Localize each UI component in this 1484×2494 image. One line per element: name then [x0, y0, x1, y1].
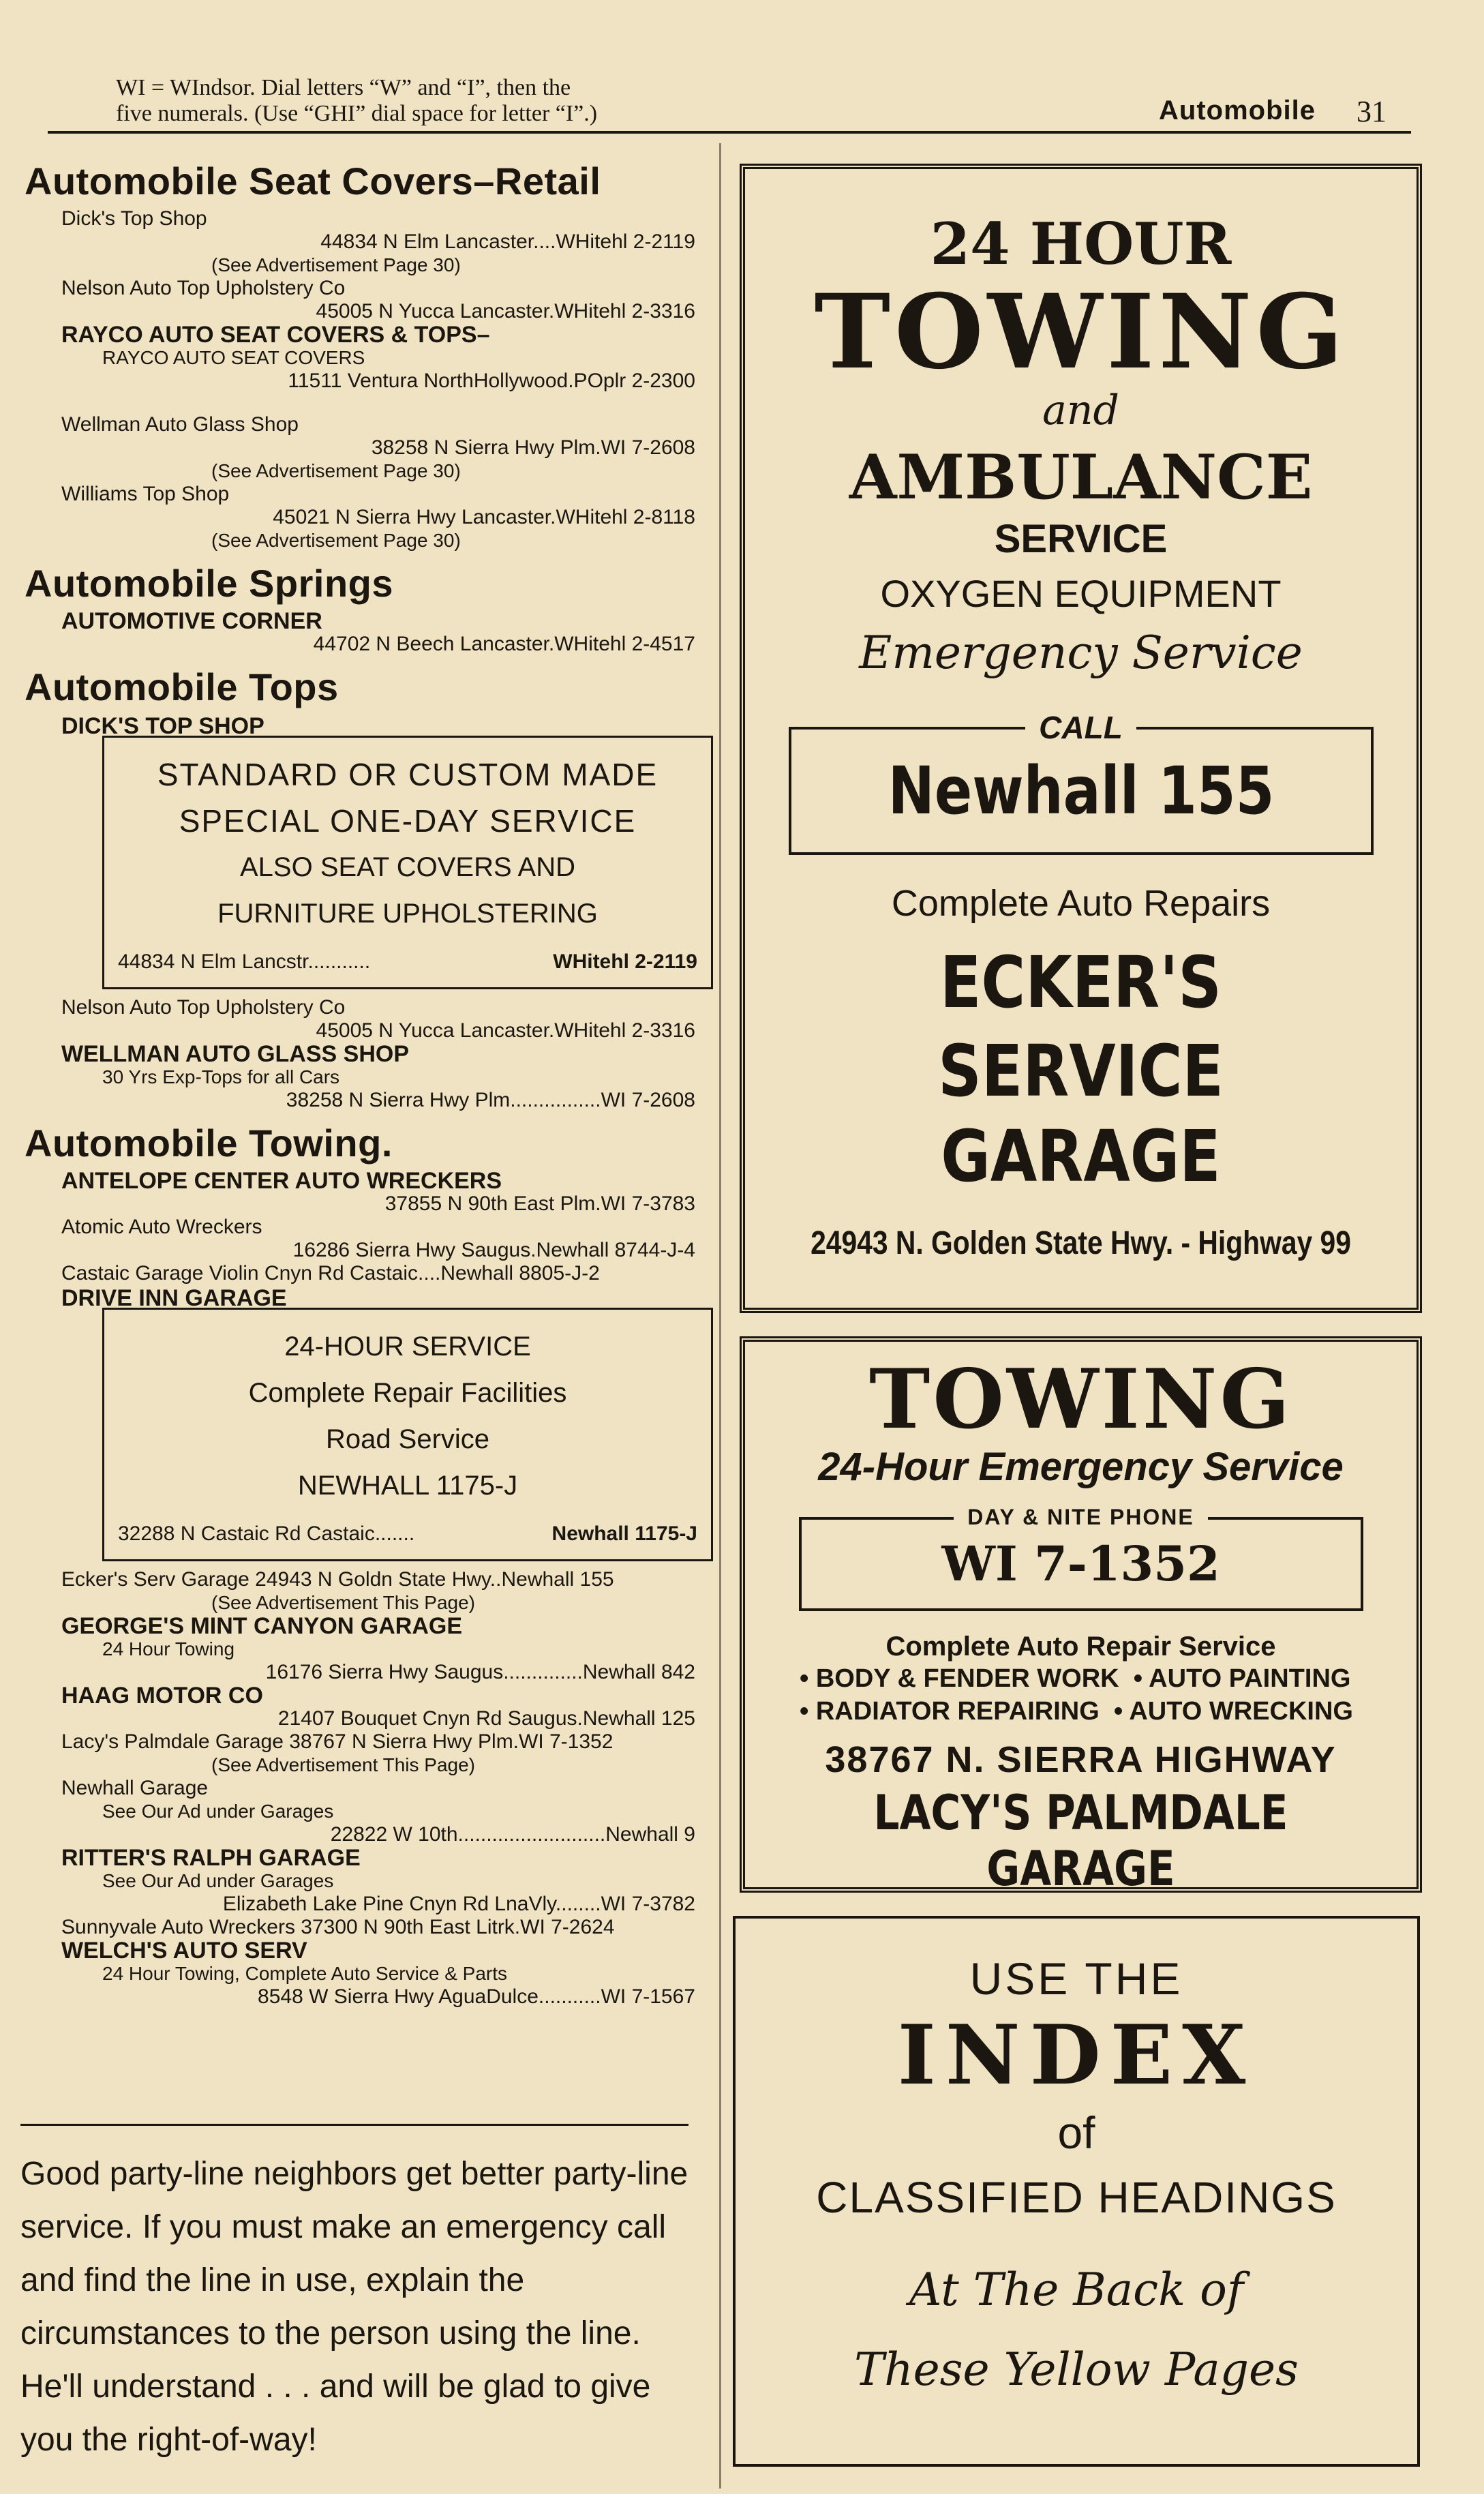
drive-inn-garage-ad	[102, 1308, 713, 1561]
listing-subline: See Our Ad under Garages	[102, 1870, 334, 1891]
ad-line-oxygen: OXYGEN EQUIPMENT	[880, 572, 1282, 615]
dicks-top-shop-ad	[102, 736, 713, 989]
ad-address: 32288 N Castaic Rd Castaic.......	[118, 1522, 415, 1545]
ad-service-line: Complete Auto Repair Service	[885, 1632, 1276, 1662]
ad-line-24-hour: 24 HOUR	[930, 210, 1232, 277]
ad-line: 24-HOUR SERVICE	[284, 1332, 531, 1362]
listing-address: 8548 W Sierra Hwy AguaDulce...........WI 7-1567	[258, 1985, 695, 2008]
ad-phone: WI 7-1352	[941, 1535, 1220, 1592]
listing-name: Williams Top Shop	[61, 483, 230, 505]
listing-entry	[61, 1939, 695, 2009]
listing-note: (See Advertisement This Page)	[211, 1754, 476, 1775]
listing-entry	[61, 610, 695, 656]
listing-name: Nelson Auto Top Upholstery Co	[61, 277, 346, 299]
listing-address: 22822 W 10th..........................Newhall 9	[330, 1823, 695, 1846]
ad-line-emergency: Emergency Service	[859, 627, 1303, 679]
listing-name: WELCH'S AUTO SERV	[61, 1938, 307, 1964]
ad-line: Road Service	[325, 1424, 490, 1454]
call-label: CALL	[1025, 710, 1136, 745]
listing-name: HAAG MOTOR CO	[61, 1683, 263, 1709]
index-line-6: These Yellow Pages	[854, 2343, 1299, 2396]
ad-address: 24943 N. Golden State Hwy. - Highway 99	[811, 1225, 1351, 1261]
page-header	[0, 0, 1484, 136]
listing-subline: 30 Yrs Exp-Tops for all Cars	[102, 1066, 340, 1087]
column-divider	[719, 143, 721, 2489]
listing-name: Atomic Auto Wreckers	[61, 1216, 262, 1238]
listing-subline: 24 Hour Towing	[102, 1638, 235, 1659]
index-line-1: USE THE	[969, 1953, 1183, 2004]
listing-address: 38258 N Sierra Hwy Plm................WI 7-2608	[286, 1089, 695, 1111]
dialing-note-line1: WI = WIndsor. Dial letters “W” and “I”, then the	[116, 75, 571, 100]
listing-name: WELLMAN AUTO GLASS SHOP	[61, 1041, 409, 1067]
listing-name: Newhall Garage	[61, 1777, 209, 1799]
ad-line: ALSO SEAT COVERS AND	[239, 852, 575, 882]
ad-line: Complete Repair Facilities	[248, 1378, 567, 1408]
page-number: 31	[1357, 95, 1387, 128]
listing-entry	[61, 277, 695, 323]
listing-entry	[61, 1568, 695, 1614]
ad-line: SPECIAL ONE-DAY SERVICE	[179, 803, 637, 839]
listing-entry	[61, 1216, 695, 1262]
phone-label-wrap	[802, 1505, 1361, 1530]
index-line-2: INDEX	[897, 2007, 1256, 2103]
ad-line: STANDARD OR CUSTOM MADE	[157, 757, 658, 792]
phone-box	[799, 1505, 1363, 1611]
listing-note: (See Advertisement Page 30)	[211, 530, 461, 551]
phone-label: DAY & NITE PHONE	[954, 1505, 1208, 1529]
index-line-5: At The Back of	[909, 2264, 1244, 2316]
ad-address: 44834 N Elm Lancstr...........	[118, 950, 371, 973]
listings-column	[20, 150, 695, 2009]
ad-address: 38767 N. SIERRA HIGHWAY	[825, 1739, 1337, 1780]
header-divider	[48, 131, 1411, 134]
heading-seat-covers: Automobile Seat Covers–Retail	[25, 160, 601, 202]
dialing-note-line2: five numerals. (Use “GHI” dial space for letter “I”.)	[116, 101, 598, 126]
ad-box-title: DICK'S TOP SHOP	[61, 713, 264, 739]
ad-phone: Newhall 1175-J	[551, 1522, 697, 1545]
listing-name: RAYCO AUTO SEAT COVERS & TOPS–	[61, 322, 490, 348]
ad-title: TOWING	[869, 1351, 1292, 1447]
listing-entry	[61, 1916, 695, 1939]
heading-towing: Automobile Towing.	[25, 1122, 393, 1165]
listing-address: 16286 Sierra Hwy Saugus.Newhall 8744-J-4	[292, 1239, 695, 1261]
ad-line-towing: TOWING	[814, 272, 1348, 392]
listing-name: Sunnyvale Auto Wreckers 37300 N 90th East Litrk.WI 7-2624	[61, 1916, 615, 1938]
ad-line-repairs: Complete Auto Repairs	[891, 883, 1271, 924]
ad-business-name-2: GARAGE	[941, 1115, 1221, 1198]
listing-address: 45021 N Sierra Hwy Lancaster.WHitehl 2-8118	[273, 506, 695, 528]
listing-entry	[61, 1262, 695, 1285]
ad-line-and: and	[1042, 387, 1119, 434]
listing-entry	[61, 1777, 695, 1846]
listing-entry	[61, 1169, 695, 1216]
listing-subline: RAYCO AUTO SEAT COVERS	[102, 347, 365, 368]
eckers-service-garage-ad	[740, 164, 1422, 1313]
listing-entry	[61, 323, 695, 393]
listing-entry	[61, 1684, 695, 1730]
tip-divider	[20, 2124, 688, 2126]
ad-line: NEWHALL 1175-J	[297, 1471, 518, 1501]
listing-address: 11511 Ventura NorthHollywood.POplr 2-2300	[288, 370, 695, 392]
listing-subline: 24 Hour Towing, Complete Auto Service & Parts	[102, 1963, 508, 1984]
listing-note: (See Advertisement Page 30)	[211, 460, 461, 481]
ad-line-ambulance: AMBULANCE	[849, 441, 1313, 513]
party-line-tip: Good party-line neighbors get better party-line service. If you must make an emergency call and find the line in use, explain the circumstances to the person using the line. He'll understand . . . and will be glad to give you the right-of-way!	[20, 2156, 688, 2458]
ad-phone: WHitehl 2-2119	[553, 950, 697, 973]
listing-entry	[61, 1846, 695, 1916]
listing-entry	[61, 413, 695, 483]
ad-footer	[118, 950, 697, 974]
heading-springs: Automobile Springs	[25, 562, 393, 605]
call-box	[789, 710, 1374, 855]
listing-name: Lacy's Palmdale Garage 38767 N Sierra Hwy Plm.WI 7-1352	[61, 1730, 614, 1753]
listing-subline: See Our Ad under Garages	[102, 1801, 334, 1822]
listing-name: Nelson Auto Top Upholstery Co	[61, 996, 346, 1019]
listing-name: Dick's Top Shop	[61, 207, 207, 230]
listing-note: (See Advertisement This Page)	[211, 1592, 476, 1613]
ad-bullet-line: • BODY & FENDER WORK • AUTO PAINTING	[800, 1664, 1351, 1693]
listing-address: Elizabeth Lake Pine Cnyn Rd LnaVly........WI 7-3782	[222, 1893, 695, 1915]
listing-address: 16176 Sierra Hwy Saugus..............Newhall 842	[265, 1661, 695, 1683]
listing-address: 37855 N 90th East Plm.WI 7-3783	[384, 1192, 695, 1215]
lacys-palmdale-garage-ad	[740, 1336, 1422, 1897]
listing-entry	[61, 1614, 695, 1684]
listing-address: 44702 N Beech Lancaster.WHitehl 2-4517	[313, 633, 695, 655]
listing-entry	[61, 996, 695, 1042]
ad-business-name: LACY'S PALMDALE GARAGE	[873, 1785, 1288, 1897]
listing-name: Ecker's Serv Garage 24943 N Goldn State Hwy..Newhall 155	[61, 1568, 614, 1591]
listing-entry	[61, 1730, 695, 1777]
listing-note: (See Advertisement Page 30)	[211, 254, 461, 275]
dialing-note	[116, 75, 597, 127]
listing-name: AUTOMOTIVE CORNER	[61, 608, 322, 634]
listing-entry	[61, 1042, 695, 1112]
heading-tops: Automobile Tops	[25, 665, 339, 708]
ad-business-name: ECKER'S SERVICE	[938, 941, 1224, 1113]
listing-address: 45005 N Yucca Lancaster.WHitehl 2-3316	[316, 300, 695, 322]
index-ad	[733, 1916, 1420, 2467]
index-line-4: CLASSIFIED HEADINGS	[816, 2173, 1337, 2222]
section-title: Automobile	[1159, 95, 1316, 125]
ad-box-title: DRIVE INN GARAGE	[61, 1285, 287, 1311]
listing-name: RITTER'S RALPH GARAGE	[61, 1845, 361, 1871]
ad-footer	[118, 1522, 697, 1546]
index-line-3: of	[1057, 2107, 1095, 2158]
listing-name: Wellman Auto Glass Shop	[61, 413, 299, 436]
listing-name: GEORGE'S MINT CANYON GARAGE	[61, 1613, 463, 1639]
ad-bullet-line: • RADIATOR REPAIRING • AUTO WRECKING	[800, 1697, 1353, 1726]
listing-name: Castaic Garage Violin Cnyn Rd Castaic....Newhall 8805-J-2	[61, 1262, 600, 1284]
listing-entry	[61, 207, 695, 277]
listing-entry	[61, 483, 695, 552]
listing-address: 38258 N Sierra Hwy Plm.WI 7-2608	[371, 436, 695, 459]
call-phone: Newhall 155	[888, 753, 1274, 829]
listing-address: 21407 Bouquet Cnyn Rd Saugus.Newhall 125	[277, 1707, 695, 1730]
ad-line: FURNITURE UPHOLSTERING	[217, 899, 598, 929]
ad-subtitle: 24-Hour Emergency Service	[818, 1445, 1344, 1489]
ad-line-service: SERVICE	[994, 517, 1168, 561]
listing-address: 44834 N Elm Lancaster....WHitehl 2-2119	[320, 230, 695, 253]
listing-name: ANTELOPE CENTER AUTO WRECKERS	[61, 1168, 502, 1194]
listing-address: 45005 N Yucca Lancaster.WHitehl 2-3316	[316, 1019, 695, 1042]
